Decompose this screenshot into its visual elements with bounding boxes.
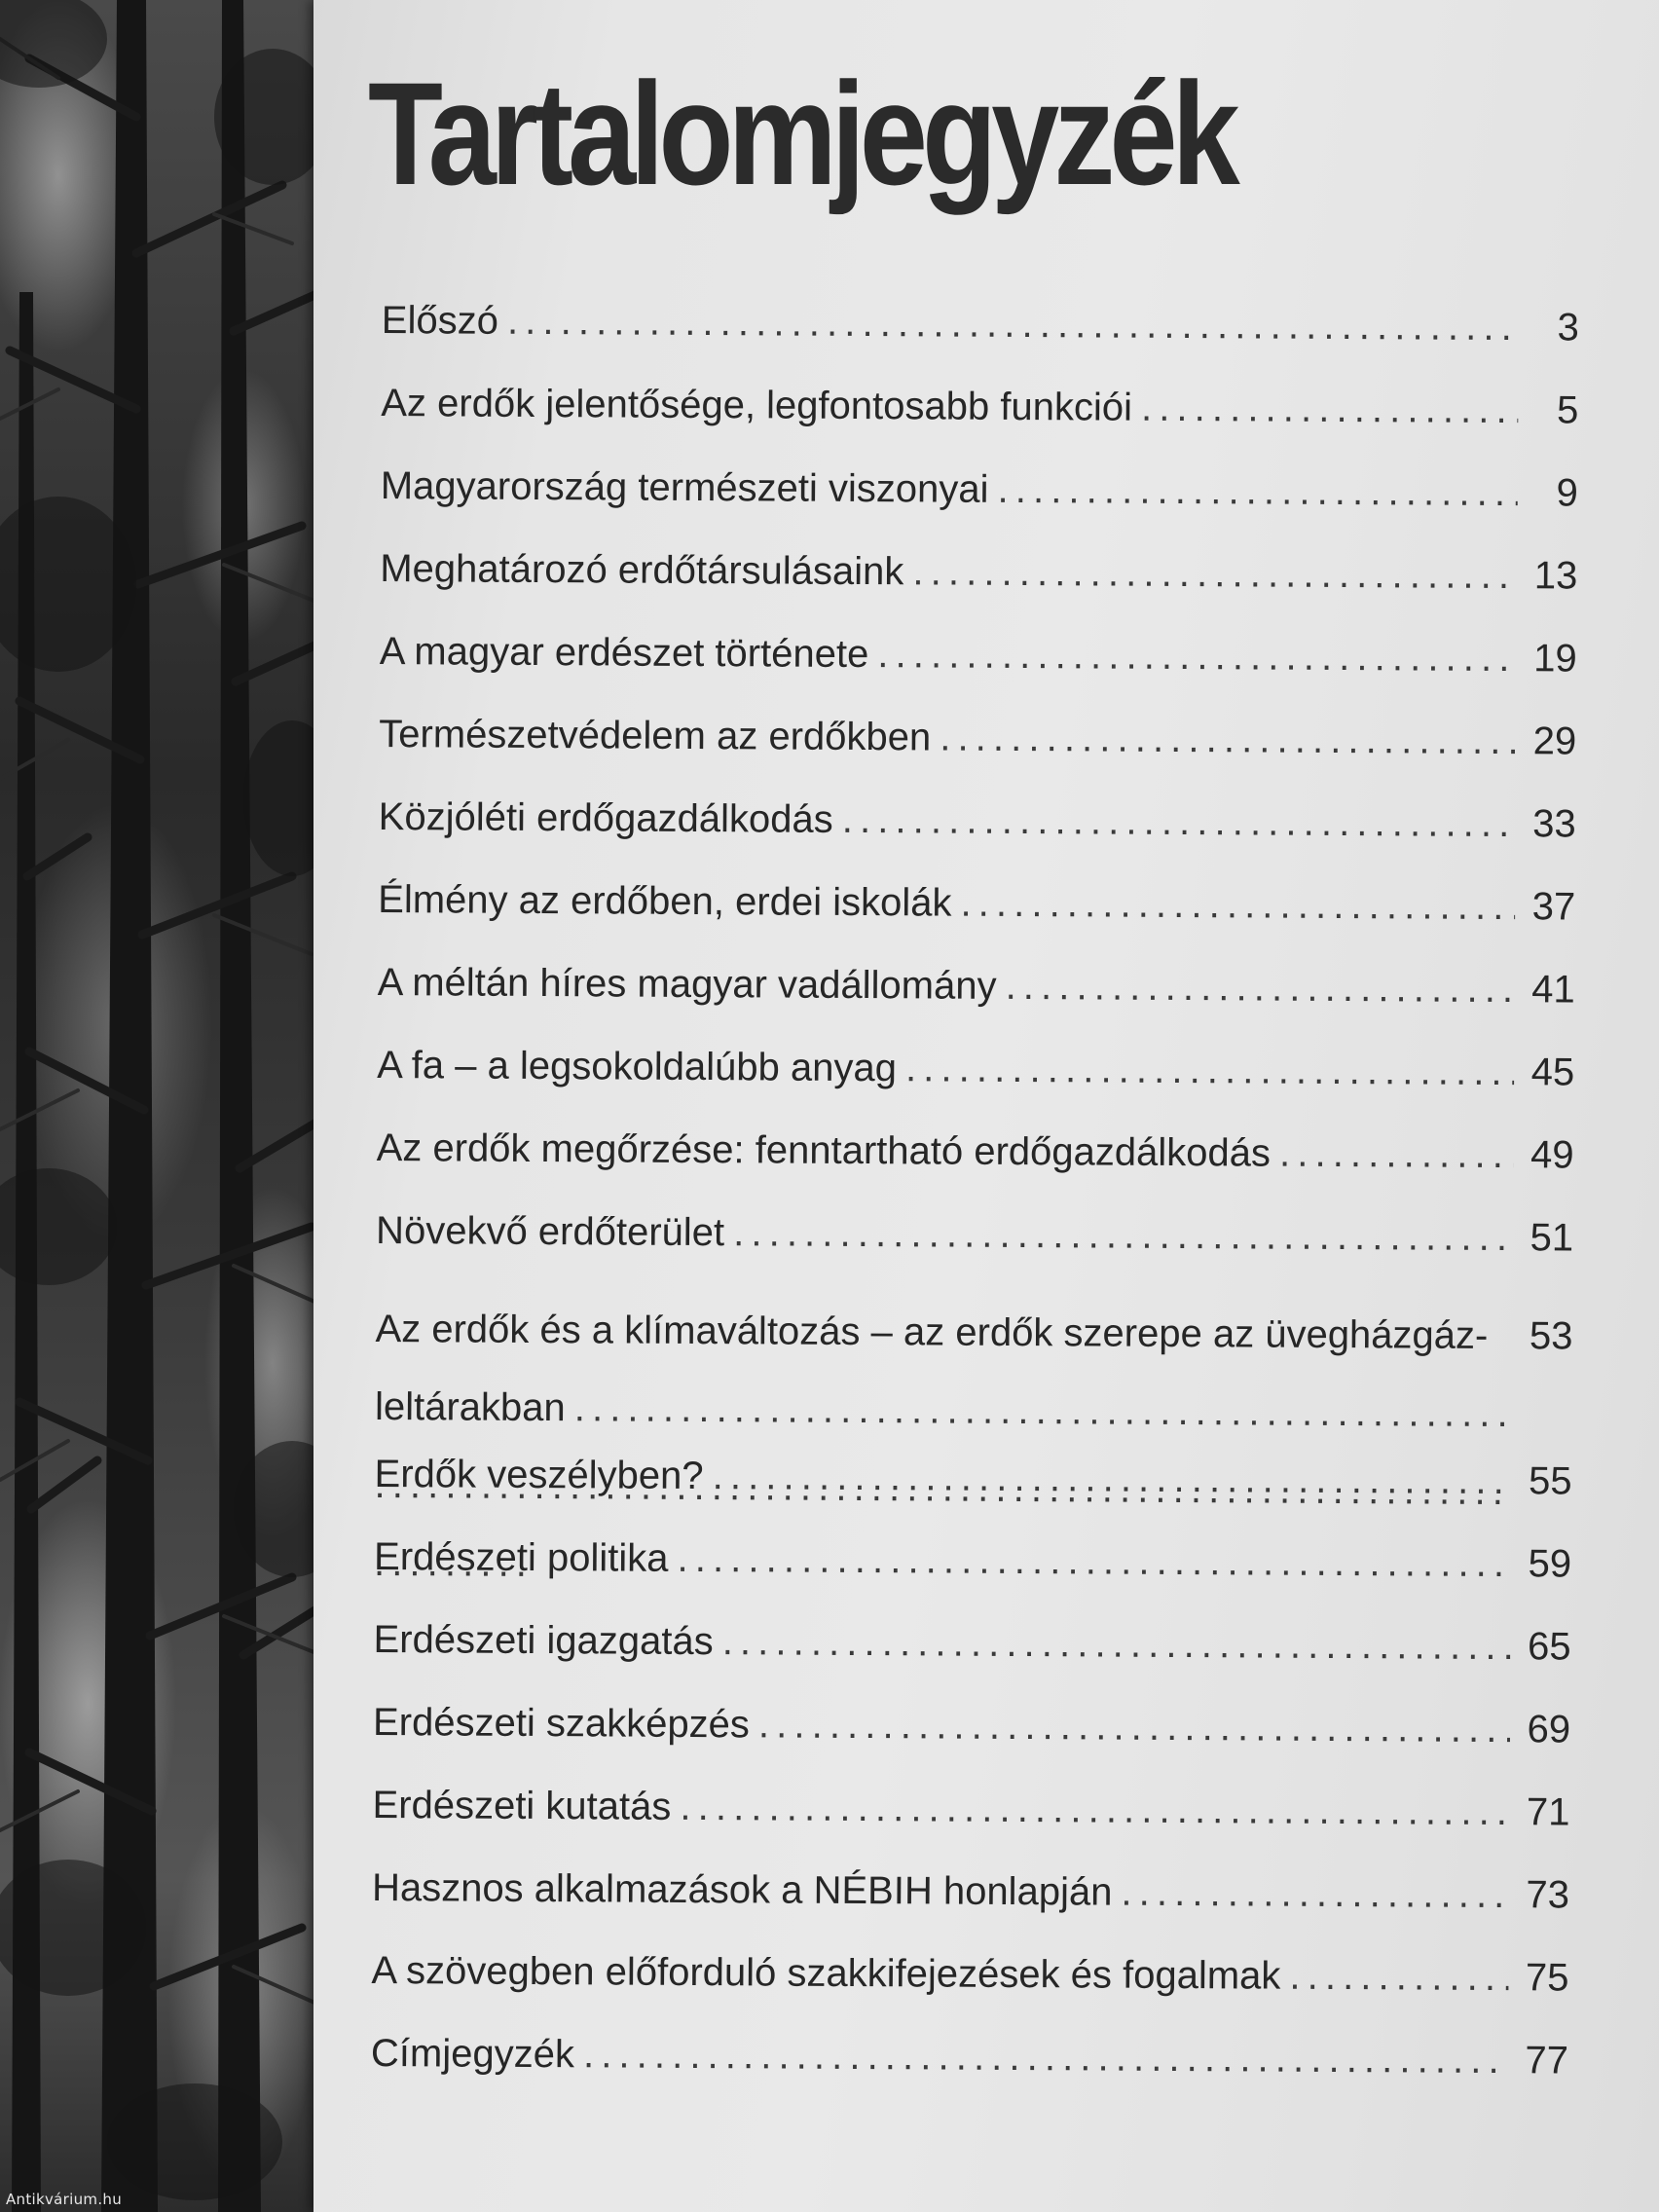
toc-entry-title: Erdészeti kutatás . . . xyxy=(372,1782,1509,1835)
toc-entry-page-number: 73 xyxy=(1526,1873,1570,1917)
toc-entry-title: A méltán híres magyar vadállomány . . . xyxy=(378,959,1515,1013)
toc-entry-title: Erdők veszélyben? . . . xyxy=(374,1451,1511,1504)
toc-entry-page-number: 33 xyxy=(1532,802,1576,846)
toc-entry-page-number: 37 xyxy=(1531,885,1576,929)
toc-entry-page-number: 69 xyxy=(1527,1708,1571,1751)
toc-entry-title: Az erdők jelentősége, legfontosabb funkciói . . . xyxy=(381,380,1518,433)
toc-entry-title: Élmény az erdőben, erdei iskolák . . . xyxy=(378,876,1515,930)
toc-entry-title: Erdészeti igazgatás . . . xyxy=(373,1616,1510,1670)
toc-entry xyxy=(372,1864,1569,1955)
toc-entry-title: Címjegyzék . . . xyxy=(371,2030,1508,2083)
toc-entry xyxy=(377,959,1574,1050)
toc-entry-page-number: 5 xyxy=(1556,388,1579,432)
toc-entry xyxy=(380,462,1577,553)
toc-entry-title: Előszó . . . xyxy=(382,297,1519,350)
table-of-contents xyxy=(371,297,1579,2120)
toc-entry xyxy=(377,1042,1574,1132)
toc-entry-title: Meghatározó erdőtársulásaink . . . xyxy=(380,545,1517,599)
toc-entry xyxy=(376,1207,1573,1298)
toc-entry-page-number: 3 xyxy=(1557,306,1579,350)
toc-entry-title: A magyar erdészet története . . . xyxy=(380,628,1517,682)
contents-page xyxy=(313,0,1659,2212)
toc-entry-page-number: 59 xyxy=(1528,1542,1572,1586)
toc-entry xyxy=(376,1124,1573,1215)
toc-entry-page-number: 53 xyxy=(1529,1314,1573,1358)
toc-entry-title: Közjóléti erdőgazdálkodás . . . xyxy=(379,793,1516,847)
toc-entry xyxy=(379,711,1576,801)
toc-entry-page-number: 29 xyxy=(1532,719,1577,763)
toc-entry-page-number: 13 xyxy=(1533,554,1578,598)
toc-entry xyxy=(381,380,1578,470)
toc-entry xyxy=(380,545,1577,636)
toc-entry xyxy=(371,2030,1568,2120)
toc-entry-page-number: 75 xyxy=(1525,1956,1569,2000)
toc-entry-title: Természetvédelem az erdőkben . . . xyxy=(379,711,1516,764)
toc-entry xyxy=(379,628,1576,719)
toc-entry-title: Az erdők és a klímaváltozás – az erdők szerepe az üvegházgáz-leltárakban . . . xyxy=(374,1290,1513,1608)
toc-entry-page-number: 71 xyxy=(1526,1790,1570,1834)
toc-entry-page-number: 77 xyxy=(1525,2039,1569,2083)
toc-entry-title: Magyarország természeti viszonyai . . . xyxy=(381,462,1518,516)
toc-entry xyxy=(374,1533,1571,1624)
toc-entry-title: Növekvő erdőterület . . . xyxy=(376,1207,1513,1261)
toc-entry-page-number: 65 xyxy=(1527,1625,1571,1669)
toc-entry-page-number: 41 xyxy=(1531,968,1575,1012)
tree-silhouettes-graphic xyxy=(0,0,327,2212)
toc-entry xyxy=(378,793,1575,884)
toc-entry-title: A fa – a legsokoldalúbb anyag . . . xyxy=(377,1042,1514,1095)
toc-entry-page-number: 49 xyxy=(1530,1133,1574,1177)
toc-entry-title: A szövegben előforduló szakkifejezések és fogalmak . . . xyxy=(371,1947,1508,2001)
toc-entry xyxy=(381,297,1578,387)
toc-entry xyxy=(371,1947,1568,2038)
toc-entry-title: Hasznos alkalmazások a NÉBIH honlapján . . . xyxy=(372,1864,1509,1918)
toc-entry-page-number: 45 xyxy=(1530,1051,1575,1094)
toc-entry xyxy=(378,876,1575,967)
toc-entry-page-number: 9 xyxy=(1556,471,1578,515)
toc-entry xyxy=(375,1290,1573,1458)
watermark-text: Antikvárium.hu xyxy=(6,2191,123,2208)
toc-entry xyxy=(372,1782,1569,1872)
page-title: Tartalomjegyzék xyxy=(368,52,1235,215)
toc-entry xyxy=(373,1699,1570,1789)
toc-entry-title: Az erdők megőrzése: fenntartható erdőgazdálkodás . . . xyxy=(377,1124,1514,1178)
toc-entry-page-number: 51 xyxy=(1530,1216,1574,1260)
toc-entry-title: Erdészeti szakképzés . . . xyxy=(373,1699,1510,1752)
toc-entry xyxy=(373,1616,1570,1707)
toc-entry-page-number: 19 xyxy=(1533,637,1577,681)
toc-entry-title: Erdészeti politika . . . xyxy=(374,1533,1511,1587)
toc-entry-page-number: 55 xyxy=(1528,1459,1572,1503)
forest-photo-strip xyxy=(0,0,327,2212)
